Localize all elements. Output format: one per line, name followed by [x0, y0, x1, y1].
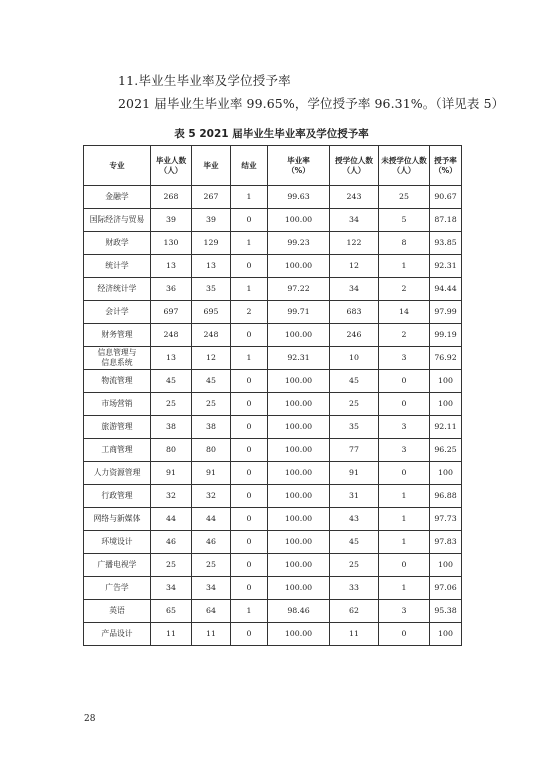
major-name-cell: 国际经济与贸易: [84, 209, 151, 232]
table-cell: 100.00: [268, 255, 330, 278]
table-cell: 100: [430, 462, 462, 485]
table-cell: 33: [330, 577, 379, 600]
table-cell: 1: [231, 600, 268, 623]
table-cell: 11: [330, 623, 379, 646]
table-row: [84, 462, 462, 485]
major-name-cell: 物流管理: [84, 370, 151, 393]
table-cell: 12: [330, 255, 379, 278]
table-cell: 100.00: [268, 577, 330, 600]
column-header: [231, 146, 268, 186]
table-row: [84, 416, 462, 439]
table-cell: 100.00: [268, 623, 330, 646]
table-cell: 96.25: [430, 439, 462, 462]
table-cell: 0: [231, 577, 268, 600]
table-cell: 25: [192, 554, 231, 577]
table-cell: 0: [231, 209, 268, 232]
table-cell: 100.00: [268, 554, 330, 577]
table-cell: 3: [379, 347, 430, 370]
table-cell: 13: [192, 255, 231, 278]
table-cell: 5: [379, 209, 430, 232]
table-cell: 97.99: [430, 301, 462, 324]
table-cell: 94.44: [430, 278, 462, 301]
table-row: [84, 278, 462, 301]
section-body-text: 2021 届毕业生毕业率 99.65%，学位授予率 96.31%。（详见表 5）: [118, 96, 505, 111]
table-cell: 8: [379, 232, 430, 255]
table-cell: 0: [231, 623, 268, 646]
major-name-cell: 工商管理: [84, 439, 151, 462]
table-cell: 2: [379, 278, 430, 301]
table-cell: 43: [330, 508, 379, 531]
major-name-cell: 财政学: [84, 232, 151, 255]
graduation-rate-table: [83, 145, 462, 646]
page-number: 28: [84, 714, 96, 724]
table-cell: 268: [151, 186, 192, 209]
table-cell: 97.22: [268, 278, 330, 301]
major-name-cell: 市场营销: [84, 393, 151, 416]
major-name-cell: 广告学: [84, 577, 151, 600]
table-cell: 3: [379, 600, 430, 623]
table-cell: 32: [192, 485, 231, 508]
table-cell: 100: [430, 554, 462, 577]
table-row: [84, 393, 462, 416]
column-header-line: 专业: [109, 160, 125, 170]
table-cell: 44: [192, 508, 231, 531]
table-cell: 246: [330, 324, 379, 347]
table-cell: 95.38: [430, 600, 462, 623]
column-header-line: 结业: [241, 160, 257, 170]
column-header-line: 毕业率: [287, 155, 310, 165]
table-cell: 93.85: [430, 232, 462, 255]
table-cell: 10: [330, 347, 379, 370]
table-cell: 267: [192, 186, 231, 209]
table-row: [84, 577, 462, 600]
table-cell: 0: [231, 531, 268, 554]
table-cell: 87.18: [430, 209, 462, 232]
table-cell: 100.00: [268, 393, 330, 416]
table-cell: 248: [151, 324, 192, 347]
table-cell: 0: [379, 370, 430, 393]
table-cell: 14: [379, 301, 430, 324]
table-row: [84, 623, 462, 646]
major-name-cell: 经济统计学: [84, 278, 151, 301]
table-cell: 130: [151, 232, 192, 255]
table-cell: 1: [231, 232, 268, 255]
table-cell: 0: [231, 255, 268, 278]
table-cell: 39: [192, 209, 231, 232]
table-cell: 44: [151, 508, 192, 531]
table-cell: 36: [151, 278, 192, 301]
column-header: [379, 146, 430, 186]
table-body: [84, 186, 462, 646]
table-cell: 91: [330, 462, 379, 485]
table-cell: 96.88: [430, 485, 462, 508]
table-cell: 11: [192, 623, 231, 646]
table-cell: 122: [330, 232, 379, 255]
table-cell: 243: [330, 186, 379, 209]
table-cell: 76.92: [430, 347, 462, 370]
table-cell: 25: [151, 393, 192, 416]
table-cell: 3: [379, 439, 430, 462]
table-cell: 46: [192, 531, 231, 554]
column-header-line: 授予率: [434, 155, 457, 165]
major-name-cell: 统计学: [84, 255, 151, 278]
table-row: [84, 508, 462, 531]
table-cell: 100: [430, 393, 462, 416]
table-cell: 248: [192, 324, 231, 347]
major-name-cell: 网络与新媒体: [84, 508, 151, 531]
table-cell: 25: [151, 554, 192, 577]
table-cell: 38: [151, 416, 192, 439]
major-name-cell: 会计学: [84, 301, 151, 324]
table-cell: 45: [192, 370, 231, 393]
table-cell: 0: [231, 324, 268, 347]
table-cell: 100.00: [268, 439, 330, 462]
table-cell: 34: [330, 209, 379, 232]
table-cell: 13: [151, 255, 192, 278]
table-cell: 1: [379, 255, 430, 278]
table-row: [84, 439, 462, 462]
table-row: [84, 531, 462, 554]
table-cell: 25: [330, 554, 379, 577]
table-row: [84, 301, 462, 324]
table-cell: 1: [379, 531, 430, 554]
table-cell: 25: [379, 186, 430, 209]
table-cell: 0: [231, 462, 268, 485]
table-cell: 13: [151, 347, 192, 370]
table-cell: 45: [330, 531, 379, 554]
table-cell: 0: [379, 393, 430, 416]
column-header: [192, 146, 231, 186]
table-cell: 695: [192, 301, 231, 324]
table-cell: 1: [231, 347, 268, 370]
major-name-cell: 环境设计: [84, 531, 151, 554]
table-cell: 99.71: [268, 301, 330, 324]
table-cell: 0: [231, 393, 268, 416]
table-cell: 100.00: [268, 209, 330, 232]
table-cell: 91: [192, 462, 231, 485]
table-cell: 32: [151, 485, 192, 508]
column-header-line: （人）: [342, 165, 366, 175]
column-header-line: （%）: [287, 165, 310, 175]
table-cell: 100: [430, 370, 462, 393]
major-name-cell: 行政管理: [84, 485, 151, 508]
table-cell: 99.63: [268, 186, 330, 209]
table-cell: 100.00: [268, 531, 330, 554]
table-row: [84, 600, 462, 623]
table-cell: 97.83: [430, 531, 462, 554]
table-cell: 92.31: [268, 347, 330, 370]
table-cell: 697: [151, 301, 192, 324]
table-cell: 0: [379, 623, 430, 646]
column-header-line: （%）: [434, 165, 457, 175]
table-cell: 0: [379, 462, 430, 485]
table-cell: 99.23: [268, 232, 330, 255]
table-cell: 38: [192, 416, 231, 439]
table-cell: 129: [192, 232, 231, 255]
table-cell: 90.67: [430, 186, 462, 209]
table-row: [84, 554, 462, 577]
table-cell: 100.00: [268, 324, 330, 347]
table-cell: 31: [330, 485, 379, 508]
table-row: [84, 209, 462, 232]
table-cell: 1: [379, 508, 430, 531]
major-name-cell: 旅游管理: [84, 416, 151, 439]
table-row: [84, 324, 462, 347]
table-cell: 0: [231, 485, 268, 508]
table-row: [84, 255, 462, 278]
table-cell: 98.46: [268, 600, 330, 623]
table-cell: 0: [231, 439, 268, 462]
table-cell: 97.73: [430, 508, 462, 531]
section-heading: 11.毕业生毕业率及学位授予率: [118, 73, 291, 88]
table-cell: 25: [192, 393, 231, 416]
major-name-cell: 产品设计: [84, 623, 151, 646]
table-row: [84, 485, 462, 508]
table-row: [84, 370, 462, 393]
table-cell: 100.00: [268, 485, 330, 508]
table-cell: 0: [231, 508, 268, 531]
table-cell: 34: [192, 577, 231, 600]
column-header: [151, 146, 192, 186]
table-cell: 97.06: [430, 577, 462, 600]
column-header-line: （人）: [392, 165, 416, 175]
major-name-cell: 金融学: [84, 186, 151, 209]
table-cell: 92.31: [430, 255, 462, 278]
table-cell: 2: [231, 301, 268, 324]
table-header-row: [84, 146, 462, 186]
table-cell: 77: [330, 439, 379, 462]
table-cell: 12: [192, 347, 231, 370]
table-header: [84, 146, 462, 186]
table-cell: 0: [379, 554, 430, 577]
major-name-cell: 英语: [84, 600, 151, 623]
table-cell: 100: [430, 623, 462, 646]
table-cell: 65: [151, 600, 192, 623]
table-caption: 表 5 2021 届毕业生毕业率及学位授予率: [174, 128, 369, 140]
table-cell: 34: [151, 577, 192, 600]
table-cell: 46: [151, 531, 192, 554]
table-cell: 25: [330, 393, 379, 416]
table-cell: 3: [379, 416, 430, 439]
table-cell: 100.00: [268, 370, 330, 393]
table-cell: 100.00: [268, 508, 330, 531]
table-cell: 45: [330, 370, 379, 393]
table-cell: 0: [231, 370, 268, 393]
column-header: [268, 146, 330, 186]
table-cell: 80: [192, 439, 231, 462]
table-cell: 1: [379, 577, 430, 600]
column-header-line: （人）: [159, 165, 183, 175]
table-cell: 99.19: [430, 324, 462, 347]
column-header: [84, 146, 151, 186]
table-cell: 11: [151, 623, 192, 646]
table-cell: 100.00: [268, 462, 330, 485]
table-cell: 80: [151, 439, 192, 462]
table-cell: 683: [330, 301, 379, 324]
table-cell: 35: [192, 278, 231, 301]
table-cell: 62: [330, 600, 379, 623]
table-cell: 34: [330, 278, 379, 301]
table-cell: 100.00: [268, 416, 330, 439]
column-header-line: 授学位人数: [335, 155, 373, 165]
major-name-cell: 信息管理与 信息系统: [84, 347, 151, 370]
table-cell: 0: [231, 416, 268, 439]
table-cell: 1: [231, 186, 268, 209]
table-cell: 91: [151, 462, 192, 485]
major-name-cell: 人力资源管理: [84, 462, 151, 485]
column-header-line: 毕业: [203, 160, 219, 170]
table-cell: 92.11: [430, 416, 462, 439]
table-cell: 35: [330, 416, 379, 439]
table-row: [84, 186, 462, 209]
table-cell: 2: [379, 324, 430, 347]
column-header-line: 未授学位人数: [381, 155, 427, 165]
table-cell: 1: [379, 485, 430, 508]
major-name-cell: 广播电视学: [84, 554, 151, 577]
table-cell: 45: [151, 370, 192, 393]
column-header: [330, 146, 379, 186]
table-cell: 39: [151, 209, 192, 232]
column-header-line: 毕业人数: [155, 155, 187, 165]
column-header: [430, 146, 462, 186]
table-row: [84, 232, 462, 255]
table-cell: 0: [231, 554, 268, 577]
major-name-cell: 财务管理: [84, 324, 151, 347]
table-row: [84, 347, 462, 370]
table-cell: 1: [231, 278, 268, 301]
table-cell: 64: [192, 600, 231, 623]
